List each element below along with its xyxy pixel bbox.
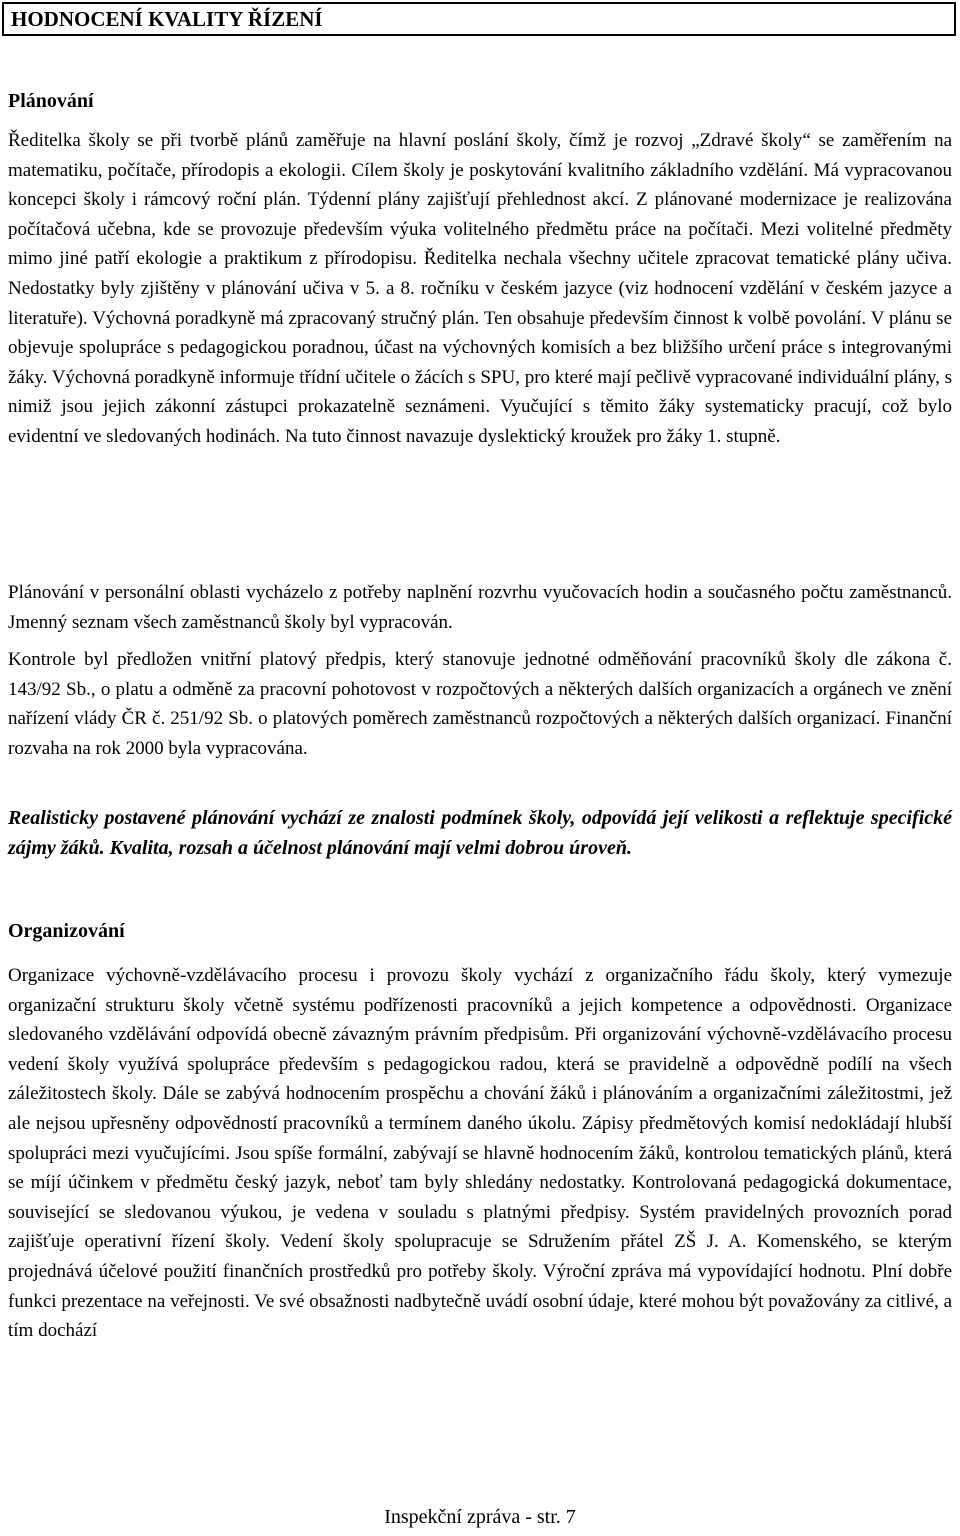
planovani-conclusion: Realisticky postavené plánování vychází ze znalosti podmínek školy, odpovídá její velikosti a reflektuje specifické zájmy žáků. Kvalita, rozsah a účelnost plánování mají velmi dobrou úroveň. xyxy=(8,807,952,859)
organizovani-paragraph-1: Organizace výchovně-vzdělávacího procesu i provozu školy vychází z organizačního řádu školy, který vymezuje organizační strukturu školy včetně systému podřízenosti pracovníků a jejich kompetence a odpovědnosti. Organizace sledovaného vzdělávání odpovídá obecně závazným právním předpisům. Při organizování výchovně-vzdělávacího procesu vedení školy využívá spolupráce především s pedagogickou radou, která se pravidelně a odpovědně podílí na všech záležitostech školy. Dále se zabývá hodnocením prospěchu a chování žáků i plánováním a organizačními záležitostmi, jež ale nejsou upřesněny odpovědností pracovníků a termínem daného úkolu. Zápisy předmětových komisí nedokládají hlubší spolupráci mezi vyučujícími. Jsou spíše formální, zabývají se hlavně hodnocením žáků, kontrolou tematických plánů, která se míjí účinkem v předmětu český jazyk, neboť tam byly shledány nedostatky. Kontrolovaná pedagogická dokumentace, související se sledovanou výukou, je vedena v souladu s platnými předpisy. Systém pravidelných provozních porad zajišťuje operativní řízení školy. Vedení školy spolupracuje se Sdružením přátel ZŠ J. A. Komenského, se kterým projednává účelové použití finančních prostředků pro potřeby školy. Výroční zpráva má vypovídající hodnotu. Plní dobře funkci prezentace na veřejnosti. Ve své obsažnosti nadbytečně uvádí osobní údaje, které mohou být považovány za citlivé, a tím dochází xyxy=(8,965,952,1342)
page-footer: Inspekční zpráva - str. 7 xyxy=(384,1506,576,1528)
planovani-paragraph-2: Plánování v personální oblasti vycházelo z potřeby naplnění rozvrhu vyučovacích hodin a současného počtu zaměstnanců. Jmenný seznam všech zaměstnanců školy byl vypracován. xyxy=(8,582,952,633)
section-heading-planovani: Plánování xyxy=(8,90,94,112)
section-heading-organizovani: Organizování xyxy=(8,920,125,942)
planovani-paragraph-3: Kontrole byl předložen vnitřní platový předpis, který stanovuje jednotné odměňování pracovníků školy dle zákona č. 143/92 Sb., o platu a odměně za pracovní pohotovost v rozpočtových a některých dalších organizacích a orgánech ve znění nařízení vlády ČR č. 251/92 Sb. o platových poměrech zaměstnanců rozpočtových a některých dalších organizací. Finanční rozvaha na rok 2000 byla vypracována. xyxy=(8,649,952,759)
planovani-paragraph-1: Ředitelka školy se při tvorbě plánů zaměřuje na hlavní poslání školy, čímž je rozvoj „Zdravé školy“ se zaměřením na matematiku, počítače, přírodopis a ekologii. Cílem školy je poskytování kvalitního základního vzdělání. Má vypracovanou koncepci školy i rámcový roční plán. Týdenní plány zajišťují přehlednost akcí. Z plánované modernizace je realizována počítačová učebna, kde se provozuje především výuka volitelného předmětu práce na počítači. Mezi volitelné předměty mimo jiné patří ekologie a praktikum z přírodopisu. Ředitelka nechala všechny učitele zpracovat tematické plány učiva. Nedostatky byly zjištěny v plánování učiva v 5. a 8. ročníku v českém jazyce (viz hodnocení vzdělání v českém jazyce a literatuře). Výchovná poradkyně má zpracovaný stručný plán. Ten obsahuje především činnost k volbě povolání. V plánu se objevuje spolupráce s pedagogickou poradnou, účast na výchovných komisích a bez bližšího určení práce s integrovanými žáky. Výchovná poradkyně informuje třídní učitele o žácích s SPU, pro které mají pečlivě vypracované individuální plány, s nimiž jsou jejich zákonní zástupci prokazatelně seznámeni. Vyučující s těmito žáky systematicky pracují, což bylo evidentní ve sledovaných hodinách. Na tuto činnost navazuje dyslektický kroužek pro žáky 1. stupně. xyxy=(8,130,952,447)
document-title: HODNOCENÍ KVALITY ŘÍZENÍ xyxy=(2,2,956,36)
